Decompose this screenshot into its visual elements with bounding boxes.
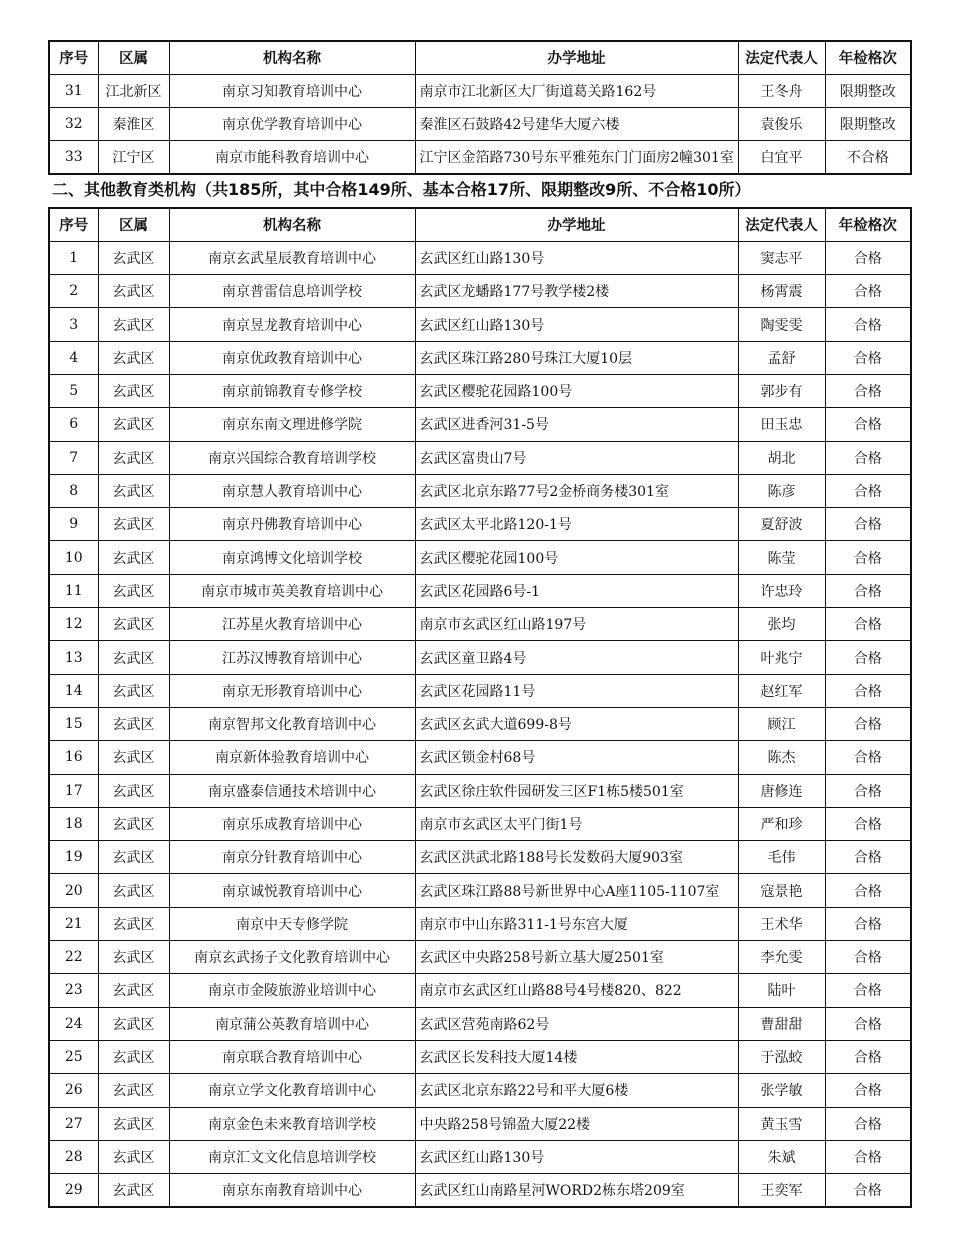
cell-legal-representative: 白宜平 [738,141,825,174]
cell-district: 玄武区 [98,707,169,740]
header-legal-representative: 法定代表人 [738,208,825,241]
cell-institution-name: 南京东南文理进修学院 [169,408,415,441]
cell-serial-number: 3 [49,308,98,341]
table-header-row [49,41,911,74]
cell-school-address: 玄武区玄武大道699-8号 [415,707,738,740]
table-row [49,541,911,574]
cell-inspection-grade: 合格 [825,608,911,641]
cell-institution-name: 南京普雷信息培训学校 [169,275,415,308]
cell-legal-representative: 顾江 [738,707,825,740]
table-header [49,41,911,74]
cell-inspection-grade: 合格 [825,1174,911,1207]
cell-district: 玄武区 [98,508,169,541]
table-row [49,441,911,474]
table-row [49,608,911,641]
cell-institution-name: 南京慧人教育培训中心 [169,474,415,507]
cell-serial-number: 22 [49,941,98,974]
cell-school-address: 玄武区红山路130号 [415,308,738,341]
header-district: 区属 [98,41,169,74]
cell-legal-representative: 陈莹 [738,541,825,574]
cell-serial-number: 9 [49,508,98,541]
table-row [49,275,911,308]
cell-institution-name: 南京联合教育培训中心 [169,1040,415,1073]
header-district: 区属 [98,208,169,241]
cell-legal-representative: 李允雯 [738,941,825,974]
cell-inspection-grade: 合格 [825,774,911,807]
table-row [49,841,911,874]
table-row [49,241,911,274]
cell-district: 玄武区 [98,807,169,840]
cell-institution-name: 南京玄武扬子文化教育培训中心 [169,941,415,974]
cell-inspection-grade: 合格 [825,474,911,507]
cell-school-address: 玄武区樱驼花园路100号 [415,374,738,407]
cell-legal-representative: 赵红军 [738,674,825,707]
table-row [49,907,911,940]
cell-school-address: 南京市玄武区红山路197号 [415,608,738,641]
cell-school-address: 玄武区营苑南路62号 [415,1007,738,1040]
cell-district: 玄武区 [98,774,169,807]
cell-district: 玄武区 [98,474,169,507]
cell-school-address: 玄武区北京东路22号和平大厦6楼 [415,1074,738,1107]
cell-serial-number: 10 [49,541,98,574]
institution-table-continued [48,40,912,175]
cell-institution-name: 南京市城市英美教育培训中心 [169,574,415,607]
cell-inspection-grade: 合格 [825,275,911,308]
cell-school-address: 南京市江北新区大厂街道葛关路162号 [415,74,738,107]
cell-serial-number: 1 [49,241,98,274]
cell-district: 玄武区 [98,374,169,407]
table-row [49,1174,911,1207]
cell-institution-name: 南京金色未来教育培训学校 [169,1107,415,1140]
cell-district: 玄武区 [98,341,169,374]
table-body [49,241,911,1207]
table-row [49,1007,911,1040]
cell-institution-name: 南京乐成教育培训中心 [169,807,415,840]
table-row [49,341,911,374]
cell-serial-number: 17 [49,774,98,807]
cell-school-address: 玄武区北京东路77号2金桥商务楼301室 [415,474,738,507]
cell-institution-name: 南京前锦教育专修学校 [169,374,415,407]
section-heading: 二、其他教育类机构（共185所，其中合格149所、基本合格17所、限期整改9所、不合格10所） [52,180,751,199]
cell-school-address: 南京市玄武区太平门街1号 [415,807,738,840]
cell-serial-number: 8 [49,474,98,507]
cell-serial-number: 7 [49,441,98,474]
cell-school-address: 秦淮区石鼓路42号建华大厦六楼 [415,108,738,141]
cell-legal-representative: 郭步有 [738,374,825,407]
cell-institution-name: 南京智邦文化教育培训中心 [169,707,415,740]
cell-inspection-grade: 合格 [825,707,911,740]
cell-school-address: 玄武区花园路6号-1 [415,574,738,607]
cell-institution-name: 南京立学文化教育培训中心 [169,1074,415,1107]
cell-legal-representative: 窦志平 [738,241,825,274]
cell-institution-name: 南京优学教育培训中心 [169,108,415,141]
cell-serial-number: 28 [49,1140,98,1173]
cell-district: 玄武区 [98,308,169,341]
cell-legal-representative: 黄玉雪 [738,1107,825,1140]
table-row [49,774,911,807]
cell-district: 玄武区 [98,674,169,707]
cell-school-address: 玄武区珠江路88号新世界中心A座1105-1107室 [415,874,738,907]
header-institution-name: 机构名称 [169,208,415,241]
table-header [49,208,911,241]
cell-district: 玄武区 [98,1007,169,1040]
header-school-address: 办学地址 [415,41,738,74]
cell-school-address: 玄武区洪武北路188号长发数码大厦903室 [415,841,738,874]
cell-inspection-grade: 合格 [825,574,911,607]
cell-institution-name: 南京无形教育培训中心 [169,674,415,707]
cell-district: 玄武区 [98,241,169,274]
header-school-address: 办学地址 [415,208,738,241]
cell-inspection-grade: 合格 [825,741,911,774]
cell-inspection-grade: 合格 [825,907,911,940]
cell-institution-name: 南京鸿博文化培训学校 [169,541,415,574]
cell-serial-number: 14 [49,674,98,707]
cell-institution-name: 南京兴国综合教育培训学校 [169,441,415,474]
cell-legal-representative: 唐修连 [738,774,825,807]
cell-district: 玄武区 [98,1174,169,1207]
cell-institution-name: 南京丹佛教育培训中心 [169,508,415,541]
cell-school-address: 玄武区红山路130号 [415,241,738,274]
other-education-institutions-table [48,207,912,1208]
table-row [49,308,911,341]
cell-school-address: 玄武区红山南路星河WORD2栋东塔209室 [415,1174,738,1207]
cell-school-address: 玄武区锁金村68号 [415,741,738,774]
cell-institution-name: 江苏星火教育培训中心 [169,608,415,641]
cell-inspection-grade: 合格 [825,674,911,707]
cell-serial-number: 23 [49,974,98,1007]
table-row [49,508,911,541]
cell-school-address: 南京市中山东路311-1号东宫大厦 [415,907,738,940]
cell-institution-name: 南京习知教育培训中心 [169,74,415,107]
cell-inspection-grade: 不合格 [825,141,911,174]
cell-inspection-grade: 合格 [825,1040,911,1073]
cell-legal-representative: 严和珍 [738,807,825,840]
cell-district: 玄武区 [98,441,169,474]
table-row [49,1140,911,1173]
cell-district: 玄武区 [98,874,169,907]
cell-legal-representative: 王术华 [738,907,825,940]
table-row [49,1107,911,1140]
cell-school-address: 玄武区花园路11号 [415,674,738,707]
cell-inspection-grade: 合格 [825,974,911,1007]
cell-inspection-grade: 限期整改 [825,74,911,107]
cell-institution-name: 南京中天专修学院 [169,907,415,940]
cell-inspection-grade: 合格 [825,641,911,674]
table-row [49,474,911,507]
table-row [49,941,911,974]
cell-inspection-grade: 合格 [825,941,911,974]
cell-school-address: 玄武区樱驼花园100号 [415,541,738,574]
cell-district: 玄武区 [98,1040,169,1073]
cell-legal-representative: 陶雯雯 [738,308,825,341]
header-inspection-grade: 年检格次 [825,41,911,74]
cell-school-address: 玄武区长发科技大厦14楼 [415,1040,738,1073]
cell-school-address: 玄武区中央路258号新立基大厦2501室 [415,941,738,974]
header-institution-name: 机构名称 [169,41,415,74]
cell-serial-number: 21 [49,907,98,940]
table-row [49,74,911,107]
cell-serial-number: 25 [49,1040,98,1073]
table-row [49,674,911,707]
cell-legal-representative: 寇景艳 [738,874,825,907]
cell-district: 玄武区 [98,1107,169,1140]
cell-institution-name: 南京汇文文化信息培训学校 [169,1140,415,1173]
cell-school-address: 玄武区红山路130号 [415,1140,738,1173]
cell-inspection-grade: 合格 [825,508,911,541]
table-row [49,1040,911,1073]
cell-district: 玄武区 [98,275,169,308]
cell-legal-representative: 曹甜甜 [738,1007,825,1040]
cell-district: 玄武区 [98,1140,169,1173]
cell-legal-representative: 胡北 [738,441,825,474]
cell-legal-representative: 毛伟 [738,841,825,874]
cell-school-address: 玄武区富贵山7号 [415,441,738,474]
cell-institution-name: 南京东南教育培训中心 [169,1174,415,1207]
cell-inspection-grade: 合格 [825,1007,911,1040]
cell-legal-representative: 朱斌 [738,1140,825,1173]
cell-inspection-grade: 合格 [825,874,911,907]
cell-inspection-grade: 限期整改 [825,108,911,141]
cell-inspection-grade: 合格 [825,1140,911,1173]
cell-district: 玄武区 [98,408,169,441]
cell-serial-number: 13 [49,641,98,674]
cell-legal-representative: 杨霄震 [738,275,825,308]
cell-legal-representative: 王冬舟 [738,74,825,107]
cell-serial-number: 32 [49,108,98,141]
cell-institution-name: 南京市能科教育培训中心 [169,141,415,174]
header-inspection-grade: 年检格次 [825,208,911,241]
cell-school-address: 中央路258号锦盈大厦22楼 [415,1107,738,1140]
cell-legal-representative: 叶兆宁 [738,641,825,674]
cell-district: 玄武区 [98,1074,169,1107]
cell-district: 玄武区 [98,907,169,940]
cell-serial-number: 12 [49,608,98,641]
cell-school-address: 玄武区龙蟠路177号教学楼2楼 [415,275,738,308]
cell-district: 玄武区 [98,841,169,874]
cell-legal-representative: 于泓蛟 [738,1040,825,1073]
cell-inspection-grade: 合格 [825,308,911,341]
cell-inspection-grade: 合格 [825,841,911,874]
cell-district: 玄武区 [98,641,169,674]
cell-serial-number: 24 [49,1007,98,1040]
cell-district: 江宁区 [98,141,169,174]
table-body [49,74,911,174]
table-row [49,641,911,674]
cell-legal-representative: 王奕军 [738,1174,825,1207]
table-row [49,741,911,774]
cell-inspection-grade: 合格 [825,1107,911,1140]
cell-legal-representative: 夏舒波 [738,508,825,541]
table-row [49,574,911,607]
cell-serial-number: 5 [49,374,98,407]
cell-institution-name: 南京市金陵旅游业培训中心 [169,974,415,1007]
cell-legal-representative: 张均 [738,608,825,641]
cell-district: 江北新区 [98,74,169,107]
cell-school-address: 江宁区金箔路730号东平雅苑东门门面房2幢301室 [415,141,738,174]
cell-serial-number: 4 [49,341,98,374]
cell-district: 玄武区 [98,574,169,607]
cell-inspection-grade: 合格 [825,408,911,441]
cell-serial-number: 27 [49,1107,98,1140]
table-row [49,974,911,1007]
cell-inspection-grade: 合格 [825,541,911,574]
cell-district: 玄武区 [98,941,169,974]
cell-legal-representative: 陆叶 [738,974,825,1007]
table-row [49,374,911,407]
cell-serial-number: 19 [49,841,98,874]
cell-school-address: 南京市玄武区红山路88号4号楼820、822 [415,974,738,1007]
cell-serial-number: 15 [49,707,98,740]
cell-institution-name: 南京蒲公英教育培训中心 [169,1007,415,1040]
cell-legal-representative: 陈彦 [738,474,825,507]
table-header-row [49,208,911,241]
cell-serial-number: 18 [49,807,98,840]
table-row [49,807,911,840]
cell-school-address: 玄武区徐庄软件园研发三区F1栋5楼501室 [415,774,738,807]
cell-institution-name: 南京诚悦教育培训中心 [169,874,415,907]
cell-institution-name: 南京分针教育培训中心 [169,841,415,874]
cell-institution-name: 南京昱龙教育培训中心 [169,308,415,341]
cell-serial-number: 26 [49,1074,98,1107]
cell-school-address: 玄武区太平北路120-1号 [415,508,738,541]
header-serial-number: 序号 [49,41,98,74]
cell-serial-number: 6 [49,408,98,441]
cell-inspection-grade: 合格 [825,1074,911,1107]
cell-institution-name: 江苏汉博教育培训中心 [169,641,415,674]
cell-serial-number: 20 [49,874,98,907]
cell-legal-representative: 袁俊乐 [738,108,825,141]
cell-district: 玄武区 [98,541,169,574]
table-row [49,707,911,740]
cell-district: 玄武区 [98,974,169,1007]
cell-legal-representative: 许忠玲 [738,574,825,607]
cell-legal-representative: 张学敏 [738,1074,825,1107]
cell-serial-number: 31 [49,74,98,107]
cell-institution-name: 南京新体验教育培训中心 [169,741,415,774]
cell-school-address: 玄武区童卫路4号 [415,641,738,674]
header-serial-number: 序号 [49,208,98,241]
cell-inspection-grade: 合格 [825,341,911,374]
header-legal-representative: 法定代表人 [738,41,825,74]
cell-school-address: 玄武区进香河31-5号 [415,408,738,441]
table-row [49,1074,911,1107]
cell-inspection-grade: 合格 [825,241,911,274]
cell-institution-name: 南京优政教育培训中心 [169,341,415,374]
cell-inspection-grade: 合格 [825,374,911,407]
table-row [49,408,911,441]
cell-district: 秦淮区 [98,108,169,141]
cell-legal-representative: 孟舒 [738,341,825,374]
cell-serial-number: 33 [49,141,98,174]
cell-school-address: 玄武区珠江路280号珠江大厦10层 [415,341,738,374]
cell-legal-representative: 陈杰 [738,741,825,774]
table-row [49,141,911,174]
cell-serial-number: 2 [49,275,98,308]
cell-district: 玄武区 [98,741,169,774]
table-row [49,874,911,907]
cell-legal-representative: 田玉忠 [738,408,825,441]
cell-serial-number: 16 [49,741,98,774]
cell-institution-name: 南京盛泰信通技术培训中心 [169,774,415,807]
table-row [49,108,911,141]
cell-district: 玄武区 [98,608,169,641]
cell-serial-number: 29 [49,1174,98,1207]
cell-inspection-grade: 合格 [825,807,911,840]
cell-institution-name: 南京玄武星辰教育培训中心 [169,241,415,274]
cell-serial-number: 11 [49,574,98,607]
cell-inspection-grade: 合格 [825,441,911,474]
